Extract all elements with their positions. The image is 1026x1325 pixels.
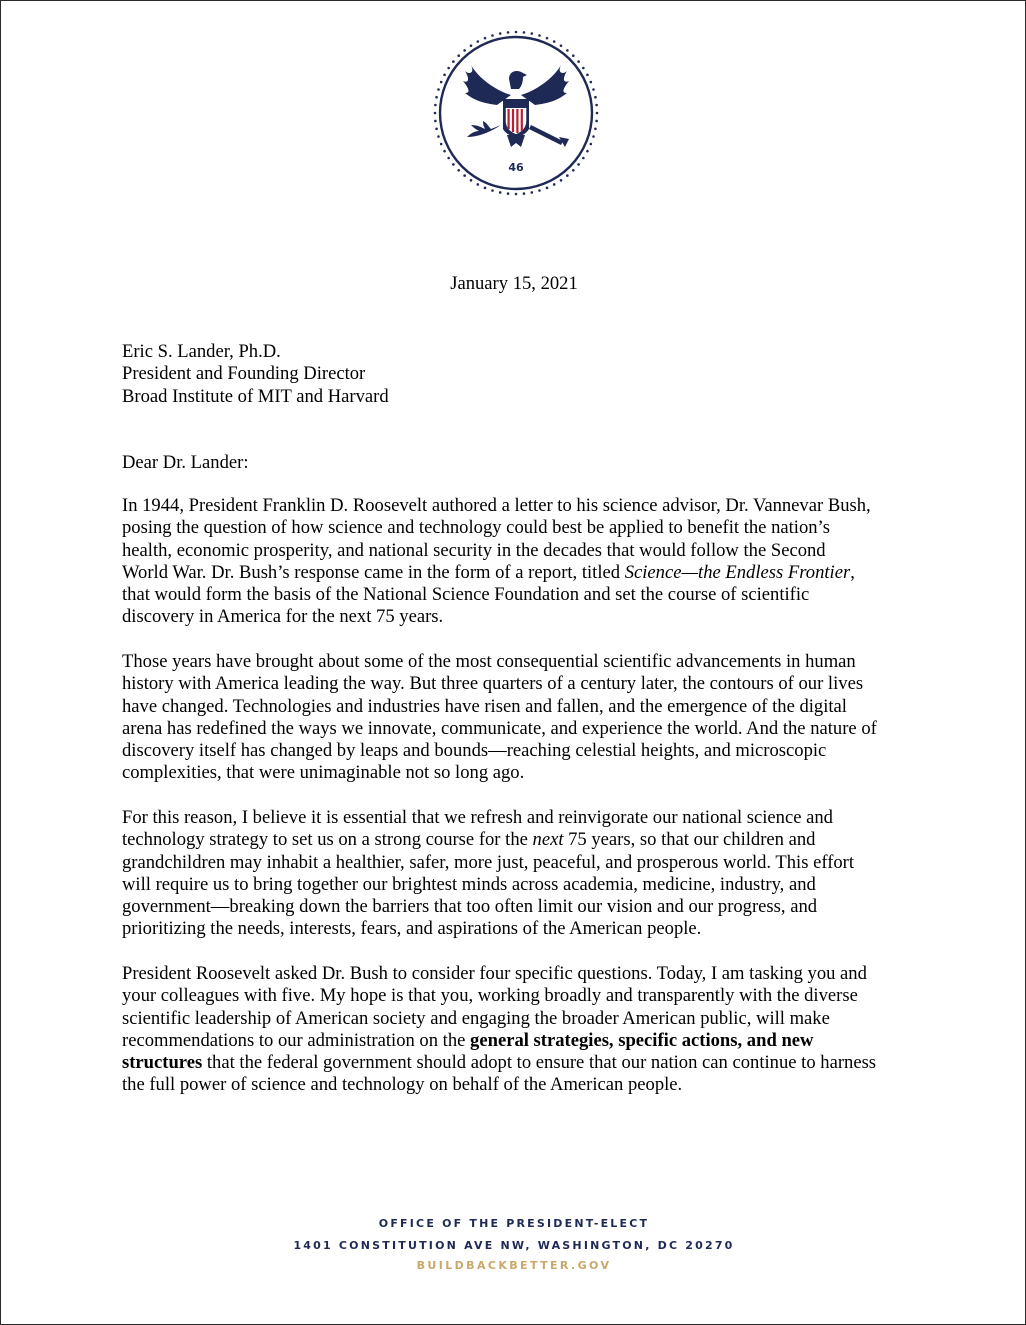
text-line — [122, 829, 922, 851]
text-line — [122, 562, 922, 584]
text-line: scientific leadership of American society and engaging the broader American public, will make — [122, 1007, 830, 1029]
seal-dot — [577, 163, 580, 166]
text-line: discovery in America for the next 75 years. — [122, 606, 444, 628]
seal-dot — [443, 74, 446, 77]
salutation: Dear Dr. Lander: — [122, 452, 249, 473]
seal-dot — [572, 169, 575, 172]
seal-dot — [523, 192, 526, 195]
seal-dot — [582, 157, 585, 160]
seal-number: 46 — [508, 161, 524, 174]
letter-date: January 15, 2021 — [450, 273, 578, 294]
seal-dot — [553, 183, 556, 186]
text-line: history with America leading the way. But three quarters of a century later, the contours of our lives — [122, 673, 864, 695]
text-line: posing the question of how science and technology could best be applied to benefit the nation’s — [122, 517, 830, 539]
seal-dot — [592, 88, 595, 91]
seal-dot — [447, 67, 450, 70]
seal-dot — [586, 150, 589, 153]
presidential-seal-icon — [431, 29, 601, 197]
text-line: government—breaking down the barriers that too often limit our vision and our progress, and — [122, 896, 818, 918]
bold-emphasis: general strategies, specific actions, and new — [470, 1029, 814, 1051]
text-line: have changed. Technologies and industries have risen and fallen, and the emergence of the digital — [122, 695, 847, 717]
seal-dot — [434, 112, 437, 115]
seal-dot — [463, 174, 466, 177]
seal-dot — [452, 60, 455, 63]
seal-dot — [546, 37, 549, 40]
seal-dot — [560, 179, 563, 182]
seal-dot — [437, 135, 440, 138]
seal-dot — [538, 34, 541, 37]
seal-dot — [457, 54, 460, 57]
seal-dot — [590, 81, 593, 84]
seal-dot — [595, 120, 598, 123]
text-line: will require us to bring together our brightest minds across academia, medicine, industry, and — [122, 873, 816, 895]
text-line: grandchildren may inhabit a healthier, safer, more just, peaceful, and prosperous world. This effort — [122, 851, 855, 873]
text-line: For this reason, I believe it is essential that we refresh and reinvigorate our national science and — [122, 807, 833, 828]
seal-dot — [477, 183, 480, 186]
seal-dot — [507, 31, 510, 34]
seal-dot — [553, 40, 556, 43]
seal-dot — [577, 60, 580, 63]
seal-dot — [546, 187, 549, 190]
seal-dot — [440, 143, 443, 146]
text-line: Those years have brought about some of the most consequential scientific advancements in human — [122, 651, 856, 672]
shield-icon — [505, 101, 527, 135]
seal-dot — [491, 34, 494, 37]
recipient-block — [122, 341, 389, 408]
text-line: discovery itself has changed by leaps and bounds—reaching celestial heights, and microscopic — [122, 740, 827, 762]
seal-dot — [452, 163, 455, 166]
paragraph-3 — [122, 807, 922, 941]
seal-dot — [582, 67, 585, 70]
footer-address: 1401 CONSTITUTION AVE NW, WASHINGTON, DC 20270 — [293, 1239, 735, 1252]
text-line: the full power of science and technology on behalf of the American people. — [122, 1074, 683, 1096]
seal-dot — [484, 187, 487, 190]
seal-dot — [538, 189, 541, 192]
seal-dot — [437, 88, 440, 91]
text-line: prioritizing the needs, interests, fears, and aspirations of the American people. — [122, 918, 702, 940]
recipient-name: Eric S. Lander, Ph.D. — [122, 341, 281, 362]
seal-dot — [477, 40, 480, 43]
text-line — [122, 1052, 922, 1074]
text-line: health, economic prosperity, and national security in the decades that would follow the Second — [122, 539, 826, 561]
seal-dot — [523, 31, 526, 34]
text-run: 75 years, so that our children and — [563, 829, 816, 851]
recipient-organization: Broad Institute of MIT and Harvard — [122, 385, 389, 407]
seal-dot — [463, 49, 466, 52]
text-line: your colleagues with five. My hope is that you, working broadly and transparently with the diverse — [122, 985, 858, 1007]
seal-dot — [560, 44, 563, 47]
seal-dot — [499, 191, 502, 194]
seal-dot — [566, 49, 569, 52]
text-line — [122, 1030, 922, 1052]
paragraph-4 — [122, 963, 922, 1097]
seal-dot — [434, 104, 437, 107]
text-run: that the federal government should adopt to ensure that our nation can continue to harness — [202, 1052, 877, 1074]
seal-dot — [484, 37, 487, 40]
seal-dot — [491, 189, 494, 192]
seal-dot — [470, 179, 473, 182]
text-run: technology strategy to set us on a strong course for the — [122, 829, 533, 851]
seal-dot — [507, 192, 510, 195]
seal-dot — [531, 32, 534, 35]
recipient-title: President and Founding Director — [122, 363, 366, 385]
seal-dot — [594, 128, 597, 131]
text-run: , — [850, 561, 855, 583]
seal-dot — [515, 31, 518, 34]
report-title: Science—the Endless Frontier — [624, 561, 851, 583]
text-line: complexities, that were unimaginable not so long ago. — [122, 762, 525, 784]
seal-dot — [470, 44, 473, 47]
footer-office: OFFICE OF THE PRESIDENT-ELECT — [378, 1217, 650, 1230]
seal-dot — [435, 96, 438, 99]
bold-emphasis: structures — [122, 1052, 203, 1074]
seal-dot — [515, 193, 518, 196]
seal-dot — [457, 169, 460, 172]
paragraph-1 — [122, 495, 922, 629]
seal-dot — [499, 32, 502, 35]
footer-website: BUILDBACKBETTER.GOV — [416, 1259, 612, 1272]
seal-dot — [435, 128, 438, 131]
seal-dot — [443, 150, 446, 153]
text-line: arena has redefined the ways we innovate, communicate, and experience the world. And the nature of — [122, 717, 877, 739]
seal-dot — [592, 135, 595, 138]
seal-dot — [596, 112, 599, 115]
seal-dot — [440, 81, 443, 84]
text-line: In 1944, President Franklin D. Roosevelt authored a letter to his science advisor, Dr. Vannevar Bush, — [122, 495, 871, 516]
seal-dot — [572, 54, 575, 57]
seal-dot — [531, 191, 534, 194]
text-run: recommendations to our administration on the — [122, 1029, 471, 1051]
text-line: that would form the basis of the National Science Foundation and set the course of scientific — [122, 584, 810, 606]
paragraph-2 — [122, 651, 922, 785]
text-run: World War. Dr. Bush’s response came in the form of a report, titled — [122, 561, 625, 583]
text-line: President Roosevelt asked Dr. Bush to consider four specific questions. Today, I am tasking you and — [122, 963, 867, 984]
seal-dot — [566, 174, 569, 177]
seal-dot — [447, 157, 450, 160]
emphasis-next: next — [532, 829, 564, 851]
seal-dot — [595, 104, 598, 107]
seal-dot — [586, 74, 589, 77]
seal-dot — [594, 96, 597, 99]
seal-dot — [590, 143, 593, 146]
seal-dot — [434, 120, 437, 123]
